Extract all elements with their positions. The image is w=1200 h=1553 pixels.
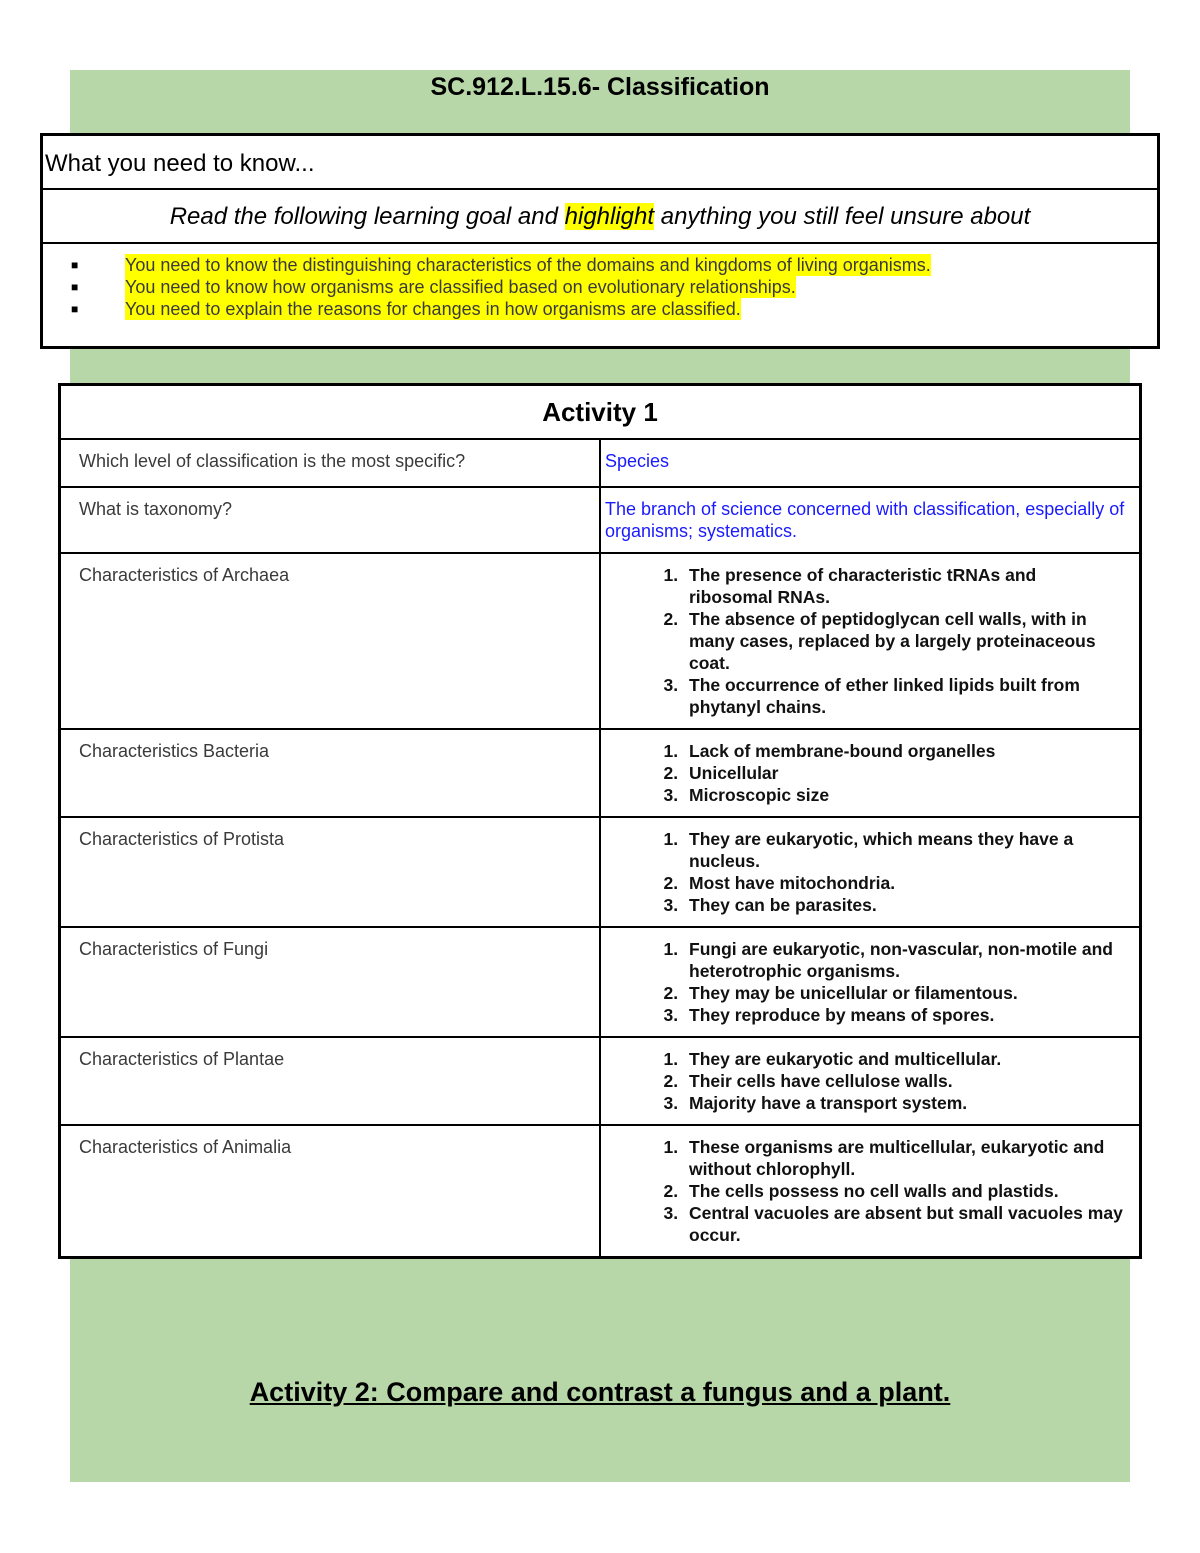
list-item: 3. They can be parasites.: [683, 894, 1137, 916]
question-cell: Characteristics of Protista: [60, 817, 601, 927]
list-item: 2. Unicellular: [683, 762, 1137, 784]
table-row: [60, 553, 1141, 729]
learning-goals-box: [40, 133, 1160, 349]
answer-list: [603, 938, 1137, 1026]
activity-1-title: Activity 1: [60, 385, 1141, 440]
table-row: [60, 729, 1141, 817]
table-row: [60, 817, 1141, 927]
list-item: 1. They are eukaryotic, which means they have a nucleus.: [683, 828, 1137, 872]
list-item: 1. They are eukaryotic and multicellular.: [683, 1048, 1137, 1070]
list-item: 2. Their cells have cellulose walls.: [683, 1070, 1137, 1092]
list-item: 3. The occurrence of ether linked lipids built from phytanyl chains.: [683, 674, 1137, 718]
page-title: SC.912.L.15.6- Classification: [430, 73, 770, 101]
answer-list: [603, 1136, 1137, 1246]
list-item: 2. The cells possess no cell walls and plastids.: [683, 1180, 1137, 1202]
square-bullet-icon: ■: [71, 302, 79, 316]
answer-cell: [600, 487, 1141, 553]
question-cell: Characteristics Bacteria: [60, 729, 601, 817]
table-row: [60, 1125, 1141, 1258]
table-row: [60, 927, 1141, 1037]
answer-text: Species: [605, 451, 670, 471]
activity-1-table: [58, 383, 1142, 1259]
list-item: 2. Most have mitochondria.: [683, 872, 1137, 894]
answer-cell: [600, 553, 1141, 729]
answer-list: [603, 564, 1137, 718]
list-item: 2. They may be unicellular or filamentous.: [683, 982, 1137, 1004]
answer-text: The branch of science concerned with classification, especially of organisms; systematics.: [605, 499, 1125, 541]
list-item: 3. Microscopic size: [683, 784, 1137, 806]
answer-cell: [600, 1125, 1141, 1258]
table-row: [60, 487, 1141, 553]
table-row: [60, 1037, 1141, 1125]
question-cell: Which level of classification is the most specific?: [60, 439, 601, 487]
learning-goal-item: [71, 298, 1157, 320]
question-cell: Characteristics of Fungi: [60, 927, 601, 1037]
question-cell: Characteristics of Plantae: [60, 1037, 601, 1125]
question-cell: What is taxonomy?: [60, 487, 601, 553]
table-row: [60, 439, 1141, 487]
answer-list: [603, 1048, 1137, 1114]
learning-goal-item: [71, 276, 1157, 298]
instruction-text-before: Read the following learning goal and: [169, 203, 565, 230]
answer-cell: [600, 927, 1141, 1037]
know-header: What you need to know...: [43, 136, 1157, 190]
question-cell: Characteristics of Archaea: [60, 553, 601, 729]
instruction-line: [43, 190, 1157, 244]
list-item: 1. Lack of membrane-bound organelles: [683, 740, 1137, 762]
answer-list: [603, 828, 1137, 916]
instruction-text-after: anything you still feel unsure about: [654, 203, 1031, 230]
list-item: 3. Central vacuoles are absent but small vacuoles may occur.: [683, 1202, 1137, 1246]
learning-goal-item: [71, 254, 1157, 276]
list-item: 1. These organisms are multicellular, eukaryotic and without chlorophyll.: [683, 1136, 1137, 1180]
list-item: 3. Majority have a transport system.: [683, 1092, 1137, 1114]
answer-cell: [600, 817, 1141, 927]
list-item: 1. Fungi are eukaryotic, non-vascular, non-motile and heterotrophic organisms.: [683, 938, 1137, 982]
learning-goal-text: You need to know how organisms are classified based on evolutionary relationships.: [125, 277, 796, 297]
list-item: 1. The presence of characteristic tRNAs and ribosomal RNAs.: [683, 564, 1137, 608]
learning-goal-text: You need to explain the reasons for changes in how organisms are classified.: [125, 299, 741, 319]
list-item: 3. They reproduce by means of spores.: [683, 1004, 1137, 1026]
square-bullet-icon: ■: [71, 258, 79, 272]
square-bullet-icon: ■: [71, 280, 79, 294]
answer-cell: [600, 729, 1141, 817]
answer-cell: [600, 1037, 1141, 1125]
list-item: 2. The absence of peptidoglycan cell walls, with in many cases, replaced by a largely proteinaceous coat.: [683, 608, 1137, 674]
question-cell: Characteristics of Animalia: [60, 1125, 601, 1258]
activity-2-title: Activity 2: Compare and contrast a fungus and a plant.: [249, 1377, 951, 1407]
answer-cell: [600, 439, 1141, 487]
answer-list: [603, 740, 1137, 806]
learning-goal-list: [43, 254, 1157, 320]
instruction-highlight-word: highlight: [564, 203, 655, 230]
learning-goal-text: You need to know the distinguishing characteristics of the domains and kingdoms of living organisms.: [125, 255, 931, 275]
